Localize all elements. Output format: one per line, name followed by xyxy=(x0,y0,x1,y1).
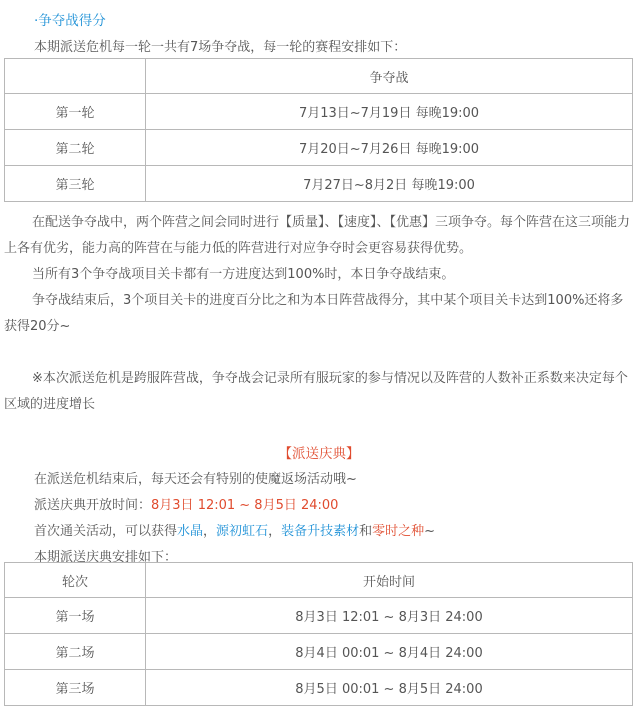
contest-intro: 本期派送危机每一轮一共有7场争夺战，每一轮的赛程安排如下： xyxy=(34,40,407,55)
time-cell: 7月20日~7月26日 每晚19:00 xyxy=(146,130,633,166)
contest-note: ※本次派送危机是跨服阵营战，争夺战会记录所有服玩家的参与情况以及阵营的人数补正系数来决定每个区域的进度增长 xyxy=(4,371,628,412)
contest-paragraph-3: 争夺战结束后，3个项目关卡的进度百分比之和为本日阵营战得分，其中某个项目关卡达到100%还将多获得20分~ xyxy=(4,293,624,334)
celebration-rewards xyxy=(34,520,435,539)
table-row xyxy=(5,130,633,166)
table-row xyxy=(5,670,633,706)
table-row xyxy=(5,94,633,130)
table-row xyxy=(5,598,633,634)
table-header-row xyxy=(5,59,633,94)
round-cell: 第三轮 xyxy=(5,166,146,202)
table-row xyxy=(5,634,633,670)
section-title-celebration: 【派送庆典】 xyxy=(278,446,360,462)
round-cell: 第三场 xyxy=(5,670,146,706)
header-cell: 轮次 xyxy=(5,563,146,598)
reward-origin-rainbow-stone: 源初虹石 xyxy=(216,524,269,539)
round-cell: 第二轮 xyxy=(5,130,146,166)
round-cell: 第一场 xyxy=(5,598,146,634)
header-cell: 争夺战 xyxy=(146,59,633,94)
reward-separator: ， xyxy=(268,524,282,539)
celebration-open-time xyxy=(34,494,338,513)
celebration-schedule-table xyxy=(4,562,633,706)
contest-paragraph-1: 在配送争夺战中，两个阵营之间会同时进行【质量】、【速度】、【优惠】三项争夺。每个阵营在这三项能力上各有优劣，能力高的阵营在与能力低的阵营进行对应争夺时会更容易获得优势。 xyxy=(4,215,631,256)
header-cell: 开始时间 xyxy=(146,563,633,598)
rewards-suffix: ~ xyxy=(424,524,436,539)
reward-separator: 和 xyxy=(359,524,373,539)
time-cell: 8月5日 00:01 ~ 8月5日 24:00 xyxy=(146,670,633,706)
header-cell xyxy=(5,59,146,94)
time-cell: 7月13日~7月19日 每晚19:00 xyxy=(146,94,633,130)
section-title-contest-score: ·争夺战得分 xyxy=(34,13,106,29)
time-cell: 7月27日~8月2日 每晚19:00 xyxy=(146,166,633,202)
celebration-line-1: 在派送危机结束后，每天还会有特别的使魔返场活动哦~ xyxy=(34,472,357,487)
reward-equipment-material: 装备升技素材 xyxy=(281,524,360,539)
rewards-prefix: 首次通关活动，可以获得 xyxy=(34,524,178,539)
open-time-label: 派送庆典开放时间： xyxy=(34,498,152,513)
time-cell: 8月3日 12:01 ~ 8月3日 24:00 xyxy=(146,598,633,634)
reward-separator: ， xyxy=(203,524,217,539)
table-header-row xyxy=(5,563,633,598)
round-cell: 第一轮 xyxy=(5,94,146,130)
celebration-schedule-intro: 本期派送庆典安排如下： xyxy=(34,550,178,565)
time-cell: 8月4日 00:01 ~ 8月4日 24:00 xyxy=(146,634,633,670)
contest-schedule-table xyxy=(4,58,633,202)
table-row xyxy=(5,166,633,202)
reward-crystal: 水晶 xyxy=(177,524,204,539)
open-time-value: 8月3日 12:01 ~ 8月5日 24:00 xyxy=(151,498,339,513)
contest-paragraph-2: 当所有3个争夺战项目关卡都有一方进度达到100%时，本日争夺战结束。 xyxy=(32,267,455,282)
reward-zero-seed: 零时之种 xyxy=(372,524,425,539)
round-cell: 第二场 xyxy=(5,634,146,670)
